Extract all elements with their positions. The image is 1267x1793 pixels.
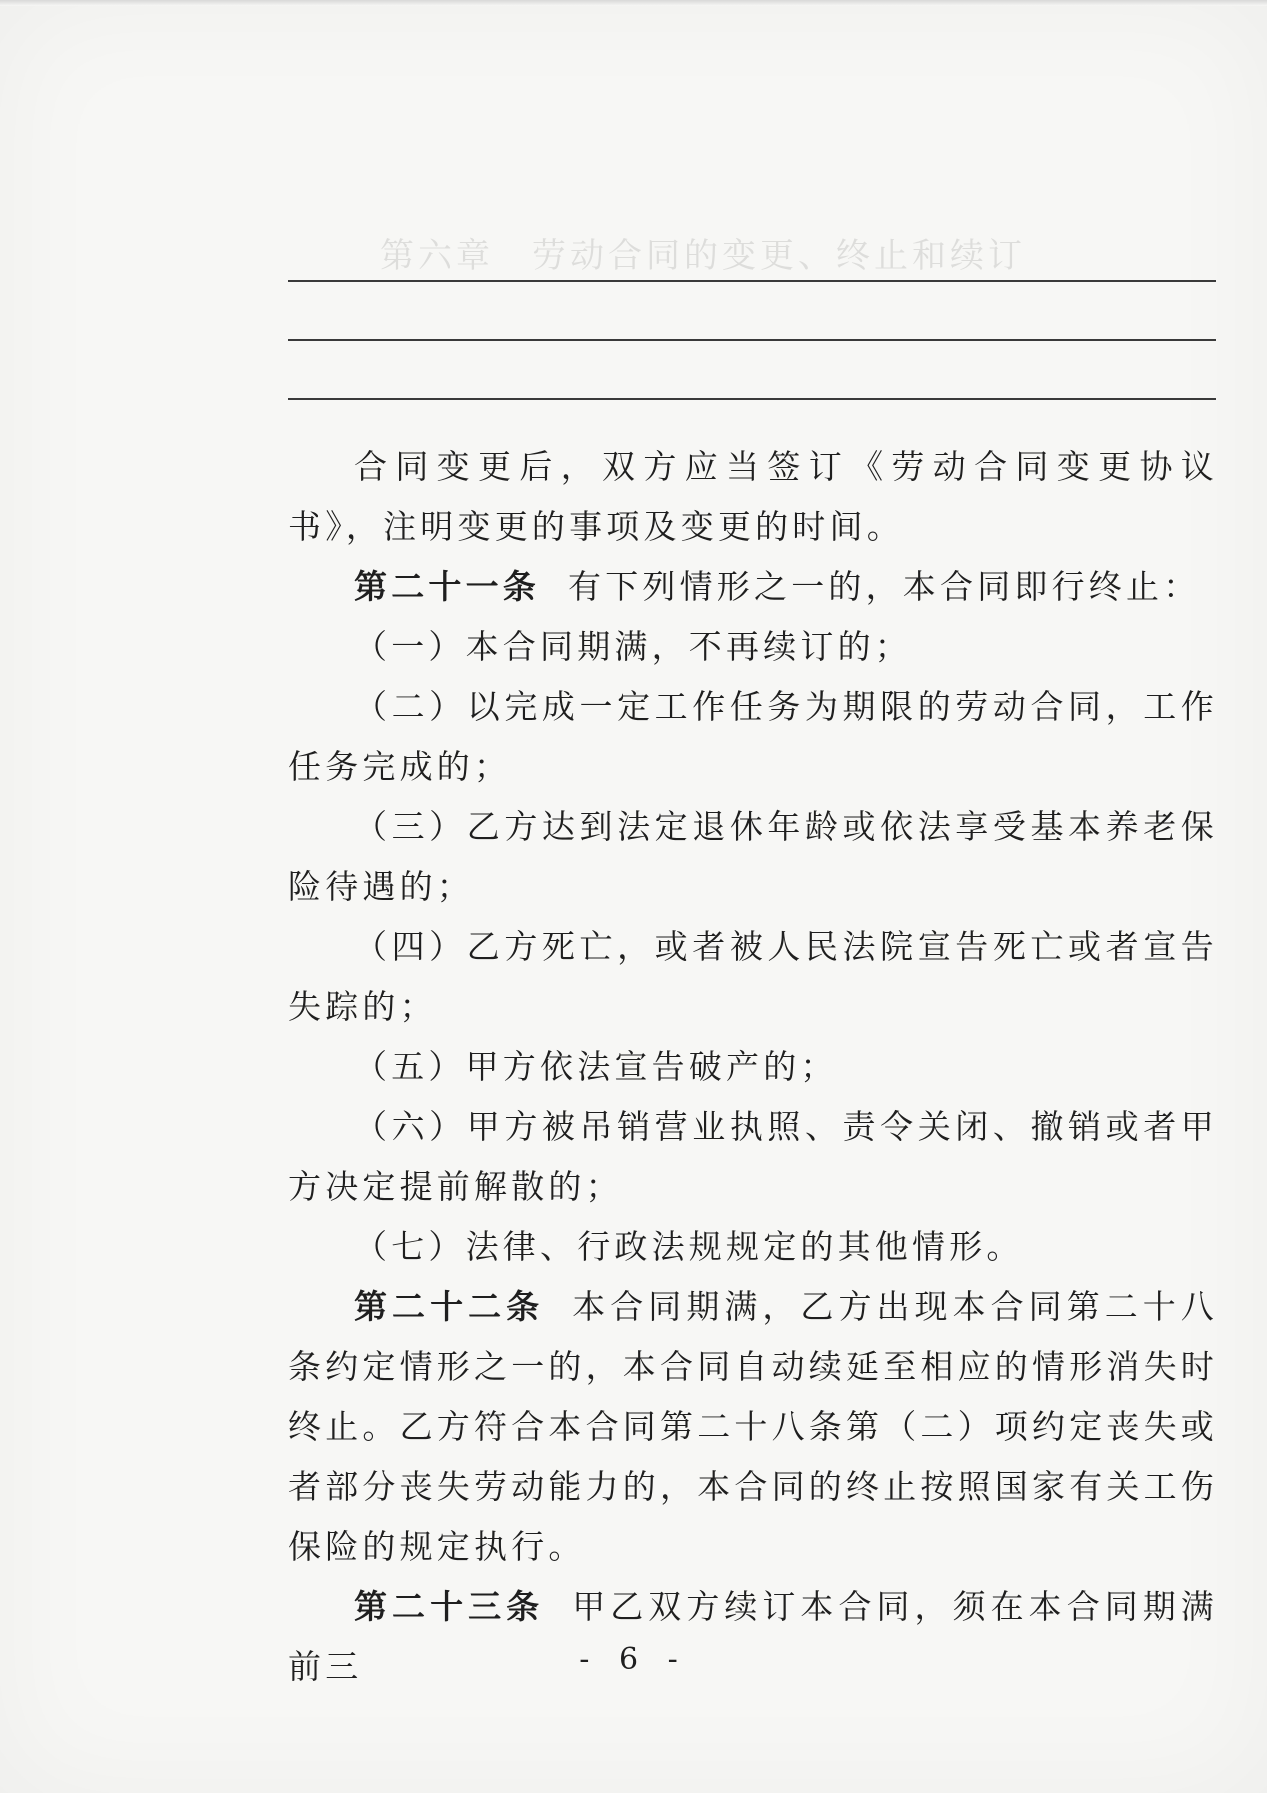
paragraph [288, 917, 1218, 1037]
paragraph [288, 557, 1218, 617]
paragraph-text: 有下列情形之一的，本合同即行终止： [568, 567, 1201, 606]
paragraph [288, 617, 1218, 677]
paragraph-text: 甲乙双方续订本合同，须在本合同期满前三 [288, 1587, 1219, 1686]
paragraph [288, 677, 1218, 797]
paragraph [288, 1217, 1218, 1277]
page-number: - 6 - [579, 1642, 688, 1677]
paragraph [288, 797, 1218, 917]
article-heading: 第二十二条 [354, 1287, 545, 1326]
paragraph-text: （一）本合同期满，不再续订的； [354, 627, 912, 666]
paragraph-text: （六）甲方被吊销营业执照、责令关闭、撤销或者甲方决定提前解散的； [288, 1107, 1218, 1206]
paragraph [288, 1037, 1218, 1097]
blank-fill-line [288, 339, 1216, 341]
paragraph [288, 1277, 1218, 1577]
paragraph [288, 1577, 1218, 1697]
paragraph-text: （五）甲方依法宣告破产的； [354, 1047, 838, 1086]
article-heading: 第二十一条 [354, 567, 540, 606]
contract-body [288, 437, 1218, 1697]
paragraph-text: 本合同期满，乙方出现本合同第二十八条约定情形之一的，本合同自动续延至相应的情形消失时终止。乙方符合本合同第二十八条第（二）项约定丧失或者部分丧失劳动能力的，本合同的终止按照国家有关工伤保险的规定执行。 [288, 1287, 1219, 1566]
article-heading: 第二十三条 [354, 1587, 545, 1626]
paragraph-text: 合同变更后，双方应当签订《劳动合同变更协议书》，注明变更的事项及变更的时间。 [288, 447, 1218, 546]
paragraph-text: （四）乙方死亡，或者被人民法院宣告死亡或者宣告失踪的； [288, 927, 1218, 1026]
paragraph-text: （七）法律、行政法规规定的其他情形。 [354, 1227, 1024, 1266]
blank-fill-line [288, 398, 1216, 400]
scan-top-edge [0, 0, 1267, 6]
blank-fill-line [288, 280, 1216, 282]
paragraph-text: （二）以完成一定工作任务为期限的劳动合同，工作任务完成的； [288, 687, 1218, 786]
bleed-through-heading: 第六章 劳动合同的变更、终止和续订 [380, 236, 1026, 276]
paragraph [288, 437, 1218, 557]
paragraph [288, 1097, 1218, 1217]
paragraph-text: （三）乙方达到法定退休年龄或依法享受基本养老保险待遇的； [288, 807, 1218, 906]
